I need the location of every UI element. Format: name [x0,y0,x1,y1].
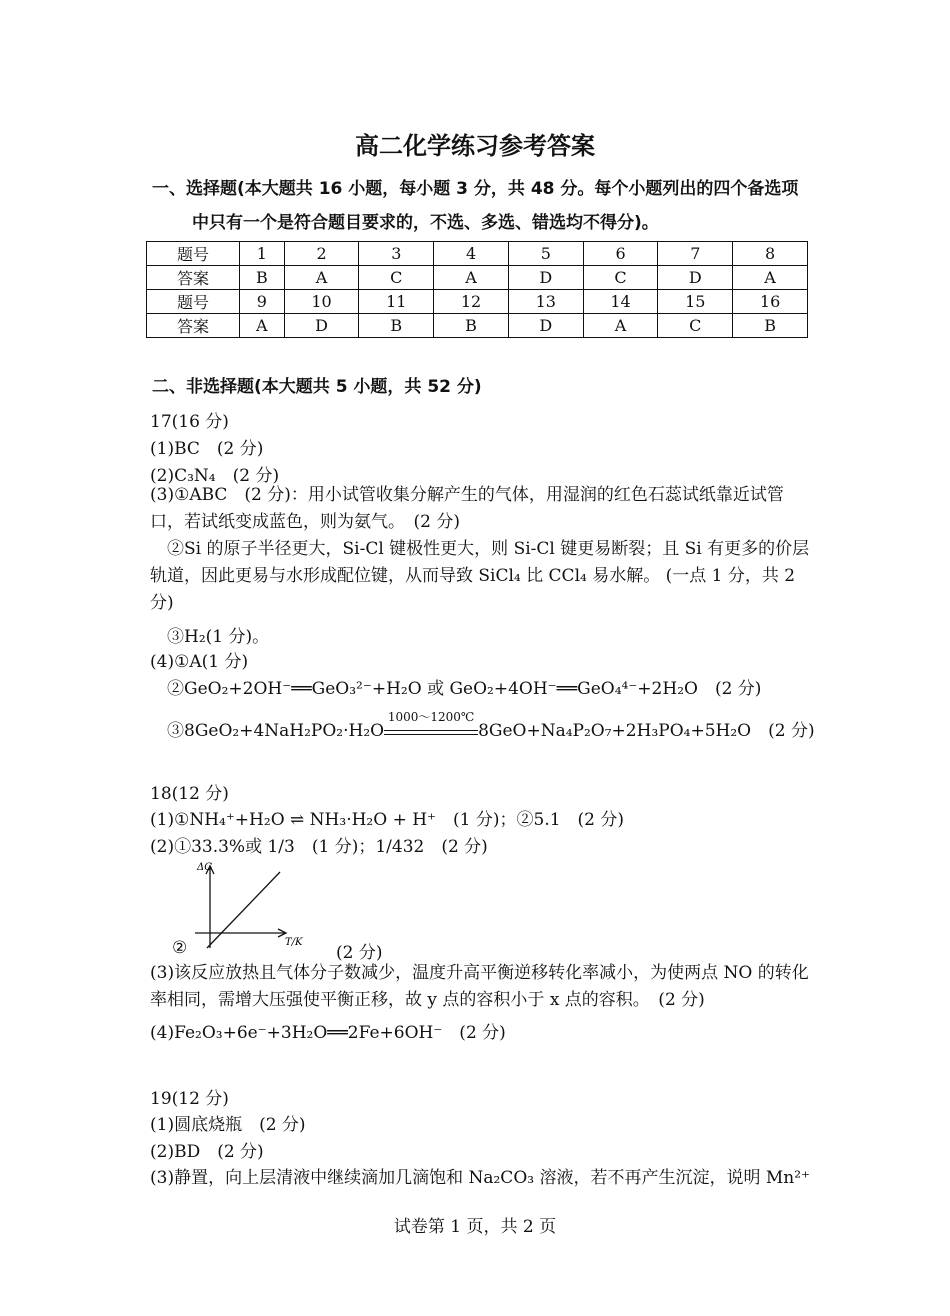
table-cell: 6 [583,242,658,266]
table-cell: 10 [284,290,359,314]
table-cell: 11 [359,290,434,314]
q18-title: 18(12 分) [150,784,229,804]
table-cell: 3 [359,242,434,266]
table-cell: 14 [583,290,658,314]
row-header-cell: 题号 [147,242,240,266]
q19-part3: (3)静置，向上层清液中继续滴加几滴饱和 Na₂CO₃ 溶液，若不再产生沉淀，说明 Mn²⁺ [150,1168,811,1188]
row-header-cell: 题号 [147,290,240,314]
q18-part1: (1)①NH₄⁺+H₂O ⇌ NH₃·H₂O + H⁺ (1 分)；②5.1 (2 分) [150,810,625,830]
q17-part4-1: (4)①A(1 分) [150,652,249,672]
section1-heading-line1: 一、选择题(本大题共 16 小题，每小题 3 分，共 48 分。每个小题列出的四个备选项 [152,179,799,199]
q18-part2: (2)①33.3%或 1/3 (1 分)；1/432 (2 分) [150,837,488,857]
q17-part4-2: ②GeO₂+2OH⁻══GeO₃²⁻+H₂O 或 GeO₂+4OH⁻══GeO₄⁴⁻+2H₂O (2 分) [150,679,762,699]
graph-y-label: ΔG [197,862,213,873]
q17-part3: (3)①ABC (2 分)：用小试管收集分解产生的气体，用湿润的红色石蕊试纸靠近试管口，若试纸变成蓝色，则为氨气。 (2 分) [150,485,784,532]
q17-part4-3 [150,709,815,742]
q19-title: 19(12 分) [150,1089,229,1109]
table-row [147,314,808,338]
table-cell: 13 [508,290,583,314]
table-cell: C [583,266,658,290]
row-header-cell: 答案 [147,314,240,338]
q18-part3: (3)该反应放热且气体分子数减少，温度升高平衡逆移转化率减小，为使两点 NO 的转化率相同，需增大压强使平衡正移，故 y 点的容积小于 x 点的容积。 (2 分) [150,963,809,1010]
q17-part3-2: ②Si 的原子半径更大，Si-Cl 键极性更大，则 Si-Cl 键更易断裂；且 Si 有更多的价层轨道，因此更易与水形成配位键，从而导致 SiCl₄ 比 CCl₄ 易水解。 (一点 1 分，共 2 分) [150,539,810,613]
q19-part2: (2)BD (2 分) [150,1142,264,1162]
table-row [147,266,808,290]
table-cell: C [359,266,434,290]
q17-part3-3: ③H₂(1 分)。 [150,627,270,647]
reaction-arrow [384,709,478,742]
q17-title: 17(16 分) [150,412,229,432]
table-cell: 15 [658,290,733,314]
table-cell: 12 [434,290,509,314]
table-cell: B [733,314,808,338]
section2-heading: 二、非选择题(本大题共 5 小题，共 52 分) [152,377,482,397]
table-cell: 5 [508,242,583,266]
table-cell: 7 [658,242,733,266]
table-cell: A [434,266,509,290]
row-header-cell: 答案 [147,266,240,290]
table-cell: B [359,314,434,338]
table-cell: D [508,314,583,338]
table-cell: A [284,266,359,290]
table-cell: D [508,266,583,290]
table-cell: B [240,266,285,290]
table-cell: 16 [733,290,808,314]
page-title: 高二化学练习参考答案 [355,132,595,160]
table-cell: A [240,314,285,338]
table-cell: A [733,266,808,290]
table-cell: A [583,314,658,338]
q17-part1: (1)BC (2 分) [150,439,264,459]
table-cell: B [434,314,509,338]
page-footer: 试卷第 1 页，共 2 页 [393,1217,557,1237]
table-cell: 1 [240,242,285,266]
reaction-condition: 1000～1200℃ [387,709,475,724]
q18-part2-2-label: ② [172,938,188,958]
table-cell: 4 [434,242,509,266]
equation-reactants: ③8GeO₂+4NaH₂PO₂·H₂O [150,721,385,741]
table-cell: C [658,314,733,338]
answer-table [146,241,808,338]
table-cell: D [658,266,733,290]
graph-x-label: T/K [285,937,303,948]
delta-g-vs-t-graph [185,858,303,953]
table-cell: 2 [284,242,359,266]
section1-heading-line2: 中只有一个是符合题目要求的，不选、多选、错选均不得分)。 [192,213,659,233]
q18-part4: (4)Fe₂O₃+6e⁻+3H₂O══2Fe+6OH⁻ (2 分) [150,1023,506,1043]
q19-part1: (1)圆底烧瓶 (2 分) [150,1115,306,1135]
q18-part2-2-score: (2 分) [336,943,383,963]
table-cell: 8 [733,242,808,266]
table-row [147,290,808,314]
table-row [147,242,808,266]
table-cell: D [284,314,359,338]
equation-products: 8GeO+Na₄P₂O₇+2H₃PO₄+5H₂O (2 分) [478,721,815,741]
table-cell: 9 [240,290,285,314]
q17-part2: (2)C₃N₄ (2 分) [150,466,280,486]
